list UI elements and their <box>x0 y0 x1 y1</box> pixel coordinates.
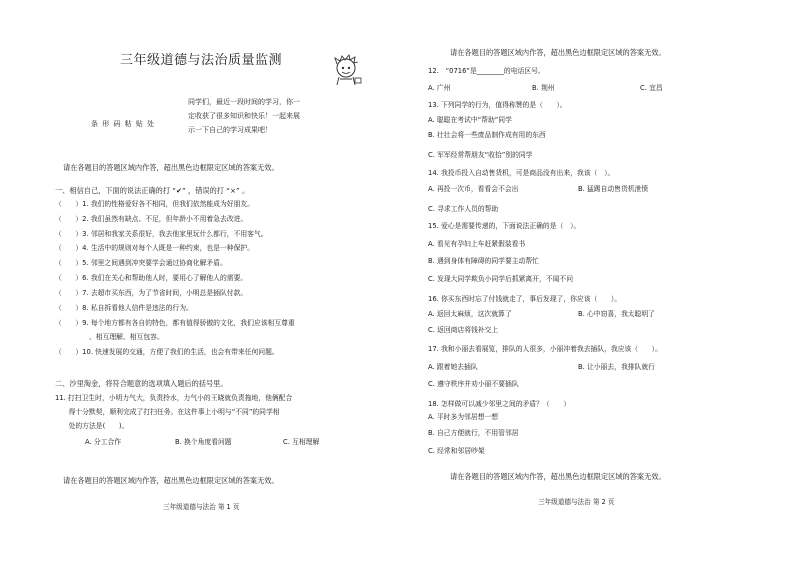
q12-option-c: C. 宜昌 <box>640 84 663 92</box>
q14-question: 14. 我投币投入自动售货机，可是商品没有出来，我该（ ）。 <box>428 169 615 177</box>
q17-option-c: C. 遵守秩序并劝小丽不要插队 <box>428 380 519 388</box>
cartoon-student-icon <box>328 52 364 88</box>
q12-option-a: A. 广州 <box>428 84 451 92</box>
q11-line-3: 处的方法是( )。 <box>55 422 129 430</box>
section-1-heading: 一、相信自己，下面的说法正确的打 “✔” ，错误的打 “×” 。 <box>55 186 250 195</box>
q14-option-b: B. 猛踢自动售货机泄愤 <box>578 185 649 193</box>
greeting-line-2: 定收获了很多知识和快乐！一起来展 <box>188 112 300 120</box>
tf-item-2: （ ）2. 我们虽然有缺点、不足，但年龄小不用着急去改进。 <box>55 215 248 223</box>
q15-option-b: B. 遇到身体有障碍的同学要主动帮忙 <box>428 257 539 265</box>
page-footer: 三年级道德与法治 第 1 页 <box>163 503 240 511</box>
tf-item-3: （ ）3. 邻居和我家关系很好，我去他家里玩什么都行，不用客气。 <box>55 230 268 238</box>
q18-option-c: C. 经常和邻居吵架 <box>428 447 485 455</box>
q15-option-a: A. 看见有孕妇上车赶紧假装看书 <box>428 240 526 248</box>
tf-item-8: （ ）8. 私自拆看他人信件是违法的行为。 <box>55 304 193 312</box>
q18-option-b: B. 自己方便就行，不用管邻居 <box>428 429 519 437</box>
q11-option-c: C. 互相理解 <box>283 438 320 446</box>
tf-item-10: （ ）10. 快速发展的交通，方便了我们的生活，也会有带来任何问题。 <box>55 348 279 356</box>
greeting-line-1: 同学们，最近一段时间的学习，你一 <box>188 98 300 106</box>
tf-item-9-cont: 、相互理解、相互包容。 <box>55 333 164 341</box>
q11-option-a: A. 分工合作 <box>85 438 122 446</box>
tf-item-1: （ ）1. 我们的性格爱好各不相同，但我们依然能成为好朋友。 <box>55 200 254 208</box>
q11-option-b: B. 换个角度看问题 <box>175 438 232 446</box>
page-1 <box>55 0 390 561</box>
q16-option-a: A. 返回太麻烦，这次就算了 <box>428 310 512 318</box>
exam-title: 三年级道德与法治质量监测 <box>120 53 283 68</box>
q12-option-b: B. 荆州 <box>532 84 555 92</box>
q16-question: 16. 你买东西时忘了付钱就走了，事后发现了，你应该（ ）。 <box>428 295 622 303</box>
greeting-line-3: 示一下自己的学习成果吧！ <box>188 126 272 134</box>
answer-area-notice-top: 请在各题目的答题区域内作答，超出黑色边框限定区域的答案无效。 <box>450 48 666 57</box>
q11-line-2: 得十分默契，顺利完成了打扫任务。在这件事上小明与“不同”的同学相 <box>55 408 280 416</box>
q16-option-b: B. 心中窃喜，我太聪明了 <box>578 310 655 318</box>
q13-option-b: B. 壮壮会将一些废品制作成有用的东西 <box>428 131 546 139</box>
tf-item-4: （ ）4. 生活中的规则对每个人既是一种约束，也是一种保护。 <box>55 244 254 252</box>
tf-item-5: （ ）5. 邻里之间遇到冲突要学会通过协商化解矛盾。 <box>55 259 227 267</box>
tf-item-6: （ ）6. 我们在关心和帮助他人时，要用心了解他人的需要。 <box>55 274 248 282</box>
page-2 <box>428 0 758 561</box>
q14-option-c: C. 寻求工作人员的帮助 <box>428 205 499 213</box>
barcode-area-label: 条 形 码 粘 贴 处 <box>91 120 156 128</box>
tf-item-7: （ ）7. 去超市买东西，为了节省时间，小明总是插队付款。 <box>55 289 248 297</box>
q18-option-a: A. 平时多为邻居想一想 <box>428 413 499 421</box>
tf-item-9: （ ）9. 每个地方都有各自的特色，都有值得骄傲的文化，我们应该相互尊重 <box>55 319 295 327</box>
q13-option-a: A. 聪聪在考试中“帮助”同学 <box>428 116 512 124</box>
q15-option-c: C. 发现大同学欺负小同学后抓紧离开，不闻不问 <box>428 275 574 283</box>
q17-option-b: B. 让小丽去，我排队就行 <box>578 363 655 371</box>
answer-area-notice-bottom: 请在各题目的答题区域内作答，超出黑色边框限定区域的答案无效。 <box>63 476 279 485</box>
q15-question: 15. 爱心是需要传递的，下面说法正确的是（ ）。 <box>428 222 581 230</box>
q13-option-c: C. 军军经常帮朋友“收拾”别的同学 <box>428 151 533 159</box>
answer-area-notice: 请在各题目的答题区域内作答，超出黑色边框限定区域的答案无效。 <box>63 163 279 172</box>
q11-line-1: 11. 打扫卫生时，小明力气大，负责拎水，力气小的王晓就负责拖地，他俩配合 <box>55 394 293 402</box>
q17-question: 17. 我和小丽去看展览，排队的人很多，小丽冲着我去插队，我应该（ ）。 <box>428 345 662 353</box>
q16-option-c: C. 返回商店将钱补交上 <box>428 326 499 334</box>
q13-question: 13. 下列同学的行为，值得称赞的是（ ）。 <box>428 101 567 109</box>
q18-question: 18. 怎样做可以减少邻里之间的矛盾？（ ） <box>428 400 571 408</box>
q17-option-a: A. 跟着她去插队 <box>428 363 478 371</box>
answer-area-notice-bottom-2: 请在各题目的答题区域内作答，超出黑色边框限定区域的答案无效。 <box>450 472 666 481</box>
page-footer-2: 三年级道德与法治 第 2 页 <box>538 498 615 506</box>
q12-question: 12. “0716”是________的电话区号。 <box>428 67 545 75</box>
q14-option-a: A. 再投一次币，看看会不会出 <box>428 185 519 193</box>
section-2-heading: 二、沙里淘金，将符合题意的选项填入题后的括号里。 <box>55 379 228 388</box>
